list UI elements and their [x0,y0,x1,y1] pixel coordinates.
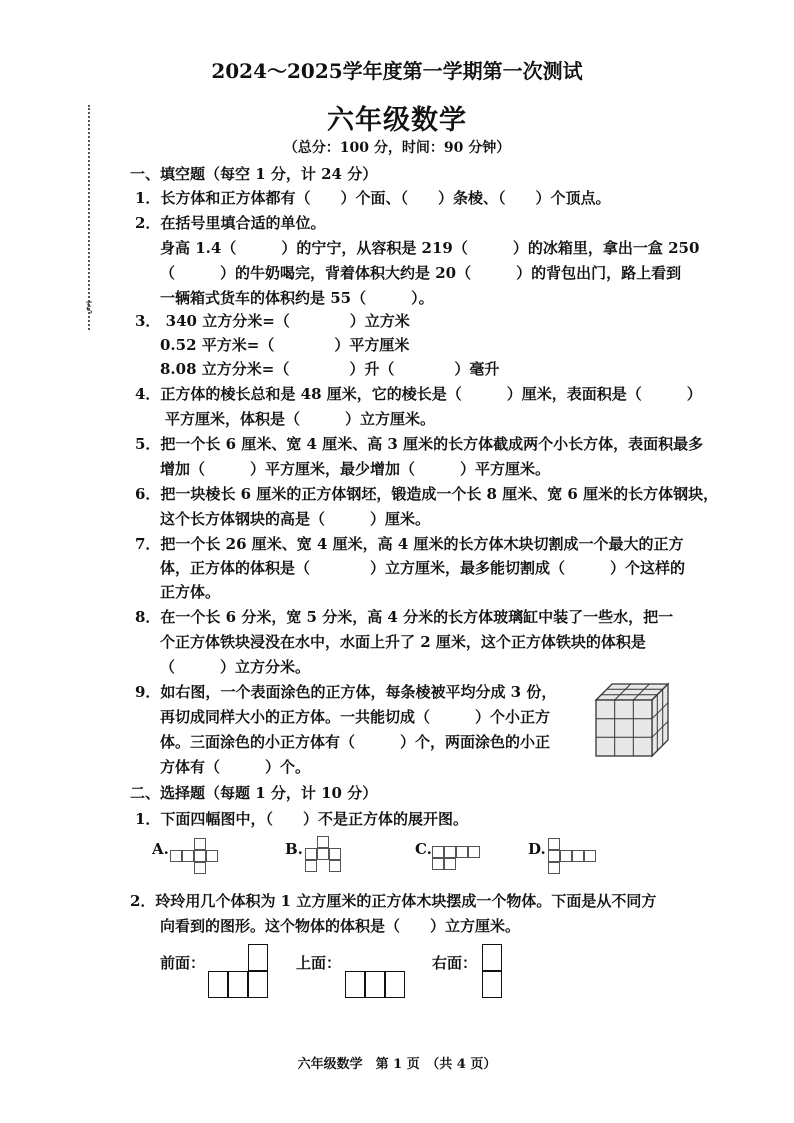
question-line: 2．在括号里填合适的单位。 [135,214,326,232]
question-line: 1．长方体和正方体都有（ ）个面、（ ）条棱、（ ）个顶点。 [135,189,611,207]
binding-mark: ξ [86,300,93,314]
option-d-label: D. [528,840,546,858]
question-line: 平方厘米，体积是（ ）立方厘米。 [165,410,436,428]
front-view-label: 前面： [160,954,206,972]
option-a-label: A. [152,840,169,858]
section2-heading: 二、选择题（每题 1 分，计 10 分） [130,784,378,802]
question-line: 增加（ ）平方厘米，最少增加（ ）平方厘米。 [160,460,551,478]
cube-figure [592,680,672,762]
option-c-label: C. [415,840,432,858]
question-line: 正方体。 [160,583,221,601]
question-line: 9．如右图，一个表面涂色的正方体，每条棱被平均分成 3 份， [135,683,557,701]
exam-subtitle: 六年级数学 [327,105,467,136]
question-line: 5．把一个长 6 厘米、宽 4 厘米、高 3 厘米的长方体截成两个小长方体，表面积最多 [135,435,704,453]
question-line: 1．下面四幅图中，（ ）不是正方体的展开图。 [135,810,468,828]
question-line: 方体有（ ）个。 [160,758,311,776]
question-line: （ ）立方分米。 [160,658,311,676]
question-line: 8.08 立方分米=（ ）升（ ）毫升 [160,360,500,378]
question-line: 4．正方体的棱长总和是 48 厘米，它的棱长是（ ）厘米，表面积是（ ） [135,385,702,403]
question-line: 0.52 平方米=（ ）平方厘米 [160,336,410,354]
question-line: 7．把一个长 26 厘米、宽 4 厘米，高 4 厘米的长方体木块切割成一个最大的正方 [135,535,684,553]
question-line: （ ）的牛奶喝完，背着体积大约是 20（ ）的背包出门，路上看到 [160,264,682,282]
exam-title: 2024～2025学年度第一学期第一次测试 [211,59,583,83]
right-view-label: 右面： [432,954,478,972]
question-line: 6．把一块棱长 6 厘米的正方体钢坯，锻造成一个长 8 厘米、宽 6 厘米的长方体钢块， [135,485,719,503]
score-info: （总分：100 分，时间：90 分钟） [283,140,511,156]
question-line: 2．玲玲用几个体积为 1 立方厘米的正方体木块摆成一个物体。下面是从不同方 [130,892,657,910]
question-line: 体。三面涂色的小正方体有（ ）个，两面涂色的小正 [160,733,551,751]
question-line: 3． 340 立方分米=（ ）立方米 [135,312,410,330]
section1-heading: 一、填空题（每空 1 分，计 24 分） [130,165,378,183]
page-footer: 六年级数学 第 1 页 （共 4 页） [297,1057,497,1072]
top-view-label: 上面： [296,954,342,972]
question-line: 8．在一个长 6 分米，宽 5 分米，高 4 分米的长方体玻璃缸中装了一些水，把一 [135,608,674,626]
question-line: 这个长方体钢块的高是（ ）厘米。 [160,510,431,528]
question-line: 个正方体铁块浸没在水中，水面上升了 2 厘米，这个正方体铁块的体积是 [160,633,646,651]
question-line: 身高 1.4（ ）的宁宁，从容积是 219（ ）的冰箱里，拿出一盒 250 [160,239,700,257]
question-line: 再切成同样大小的正方体。一共能切成（ ）个小正方 [160,708,551,726]
question-line: 体，正方体的体积是（ ）立方厘米，最多能切割成（ ）个这样的 [160,559,686,577]
question-line: 向看到的图形。这个物体的体积是（ ）立方厘米。 [160,917,521,935]
option-b-label: B. [285,840,303,858]
question-line: 一辆箱式货车的体积约是 55（ ）。 [160,289,434,307]
